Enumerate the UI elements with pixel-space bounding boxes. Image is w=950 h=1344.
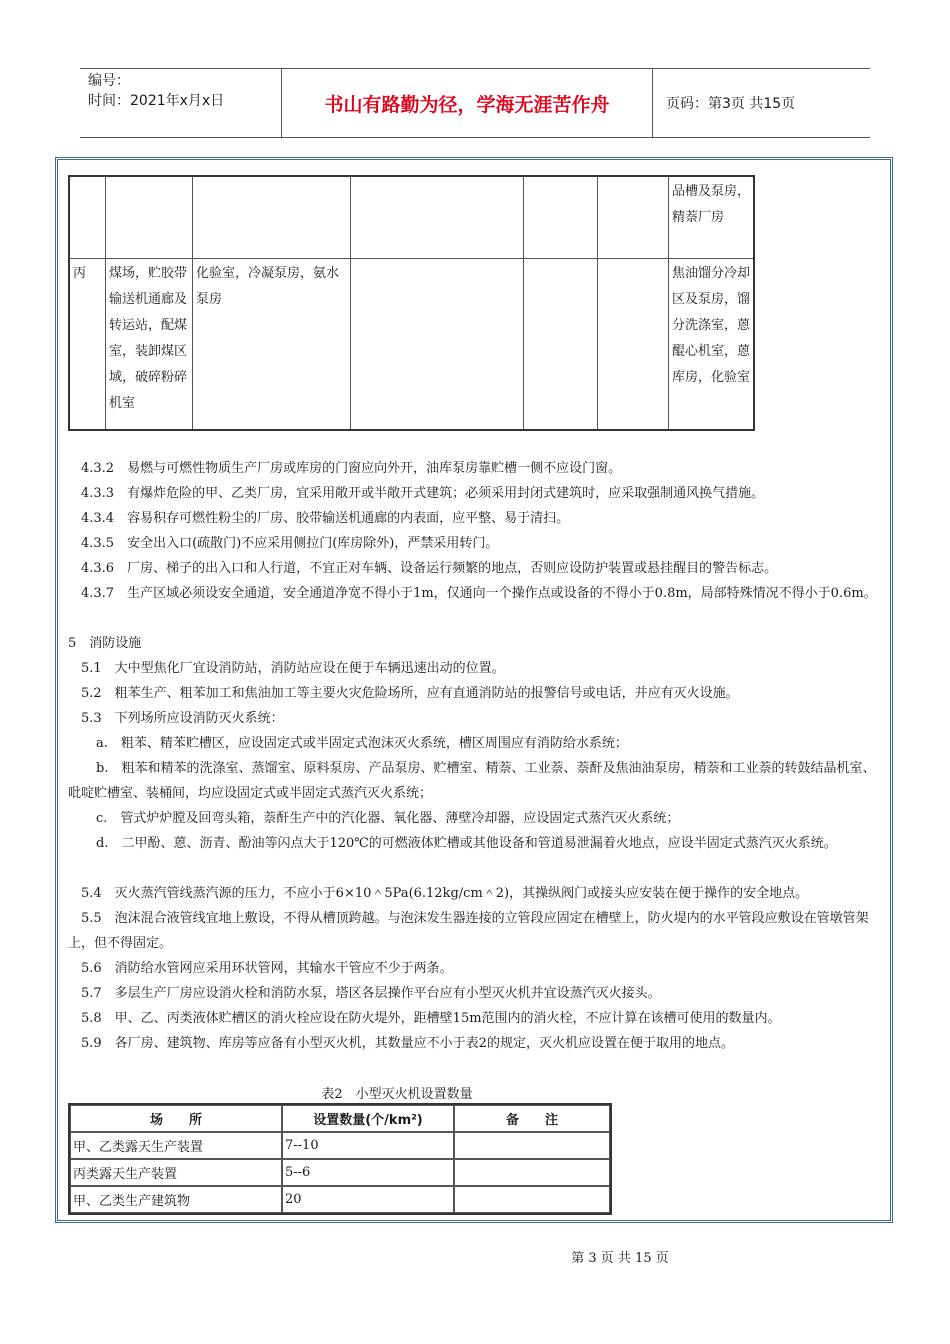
table-cell (351, 176, 524, 258)
table-cell: 煤场，贮胶带输送机通廊及转运站，配煤室，装卸煤区域，破碎粉碎机室 (106, 258, 193, 430)
table-cell: 7--10 (282, 1132, 454, 1159)
table-cell (69, 176, 106, 258)
header-meta (80, 69, 282, 137)
section-heading-5: 5 消防设施 (68, 636, 142, 651)
clause-5-4: 5.4 灭火蒸汽管线蒸汽源的压力，不应小于6×10＾5Pa(6.12kg/cm＾2)，其操纵阀门或接头应安装在便于操作的安全地点。 (81, 886, 809, 901)
table2-caption-wrap (0, 1083, 950, 1102)
page-footer (0, 1247, 950, 1266)
clause-5-1: 5.1 大中型焦化厂宜设消防站，消防站应设在便于车辆迅速出动的位置。 (81, 661, 505, 676)
table-cell: 丙 (69, 258, 106, 430)
clause-5-3-c: c. 管式炉炉膛及回弯头箱，萘酐生产中的汽化器、氧化器、薄壁冷却器，应设固定式蒸汽灭火系统； (96, 811, 680, 826)
clause-5-8: 5.8 甲、乙、丙类液体贮槽区的消火栓应设在防火堤外，距槽壁15m范围内的消火栓，不应计算在该槽可使用的数量内。 (81, 1011, 781, 1026)
table-cell (106, 176, 193, 258)
table-cell (454, 1132, 610, 1159)
table-header-row (70, 1105, 610, 1132)
table-cell: 焦油馏分冷却区及泵房，馏分洗涤室，蒽醌心机室，蒽库房，化验室 (669, 258, 755, 430)
column-header: 备 注 (454, 1105, 610, 1132)
table-row (69, 258, 754, 430)
page-header (80, 68, 870, 138)
table-cell: 5--6 (282, 1159, 454, 1186)
table-cell (598, 176, 669, 258)
clause-5-3: 5.3 下列场所应设消防灭火系统： (81, 711, 284, 726)
clause-4-3-4: 4.3.4 容易积存可燃性粉尘的厂房、胶带输送机通廊的内表面，应平整、易于清扫。 (81, 511, 570, 526)
clause-5-3-b: b. 粗苯和精苯的洗涤室、蒸馏室、原料泵房、产品泵房、贮槽室、精萘、工业萘、萘酐及焦油油泵房，精萘和工业萘的转鼓结晶机室、吡啶贮槽室、装桶间，均应设固定式或半固定式蒸汽灭火系统； (68, 761, 876, 801)
header-motto: 书山有路勤为径，学海无涯苦作舟 (282, 69, 653, 137)
extinguisher-table (68, 1103, 612, 1215)
clause-5-7: 5.7 多层生产厂房应设消火栓和消防水泵，塔区各层操作平台应有小型灭火机并宜设蒸汽灭火接头。 (81, 986, 661, 1001)
clause-4-3-3: 4.3.3 有爆炸危险的甲、乙类厂房，宜采用敞开或半敞开式建筑；必须采用封闭式建筑时，应采取强制通风换气措施。 (81, 486, 765, 501)
table2-caption: 表2 小型灭火机设置数量 (321, 1087, 473, 1102)
table-cell: 丙类露天生产装置 (70, 1159, 282, 1186)
table-cell: 化验室，冷凝泵房，氨水泵房 (193, 258, 351, 430)
table-cell (524, 258, 598, 430)
table-row (70, 1132, 610, 1159)
footer-page-number: 第 3 页 共 15 页 (571, 1251, 669, 1266)
table-cell: 20 (282, 1186, 454, 1213)
table-cell (598, 258, 669, 430)
table-row (70, 1186, 610, 1213)
table-cell (454, 1159, 610, 1186)
table-cell (524, 176, 598, 258)
clause-5-2: 5.2 粗苯生产、粗苯加工和焦油加工等主要火灾危险场所，应有直通消防站的报警信号或电话，并应有灭火设施。 (81, 686, 739, 701)
table-cell: 甲、乙类露天生产装置 (70, 1132, 282, 1159)
clause-4-3-5: 4.3.5 安全出入口(疏散门)不应采用侧拉门(库房除外)，严禁采用转门。 (81, 536, 499, 551)
clause-5-9: 5.9 各厂房、建筑物、库房等应备有小型灭火机，其数量应不小于表2的规定，灭火机应设置在便于取用的地点。 (81, 1036, 734, 1051)
clause-4-3-7: 4.3.7 生产区域必须设安全通道，安全通道净宽不得小于1m，仅通向一个操作点或设备的不得小于0.8m，局部特殊情况不得小于0.6m。 (81, 586, 877, 601)
table-cell: 甲、乙类生产建筑物 (70, 1186, 282, 1213)
doc-date-label: 时间：2021年x月x日 (88, 93, 225, 109)
table-row (70, 1159, 610, 1186)
table-cell (351, 258, 524, 430)
clause-5-3-d: d. 二甲酚、蒽、沥青、酚油等闪点大于120℃的可燃液体贮槽或其他设备和管道易泄漏着火地点，应设半固定式蒸汽灭火系统。 (96, 836, 837, 851)
column-header: 场 所 (70, 1105, 282, 1132)
header-page-info: 页码：第3页 共15页 (666, 96, 796, 112)
table-cell (454, 1186, 610, 1213)
clause-5-3-a: a. 粗苯、精苯贮槽区，应设固定式或半固定式泡沫灭火系统，槽区周围应有消防给水系统； (96, 736, 628, 751)
clause-4-3-6: 4.3.6 厂房、梯子的出入口和人行道，不宜正对车辆、设备运行频繁的地点，否则应设防护装置或悬挂醒目的警告标志。 (81, 561, 778, 576)
table-row (69, 176, 754, 258)
hazard-class-table (68, 175, 755, 431)
clause-4-3-2: 4.3.2 易燃与可燃性物质生产厂房或库房的门窗应向外开，油库泵房靠贮槽一侧不应设门窗。 (81, 461, 622, 476)
table-cell: 品槽及泵房，精萘厂房 (669, 176, 755, 258)
clause-5-5: 5.5 泡沫混合液管线宜地上敷设，不得从槽顶跨越。与泡沫发生器连接的立管段应固定在槽壁上，防火堤内的水平管段应敷设在管墩管架上，但不得固定。 (68, 911, 869, 951)
column-header: 设置数量(个/km²) (282, 1105, 454, 1132)
table-cell (193, 176, 351, 258)
clause-5-6: 5.6 消防给水管网应采用环状管网，其输水干管应不少于两条。 (81, 961, 453, 976)
doc-number-label: 编号： (88, 73, 130, 89)
